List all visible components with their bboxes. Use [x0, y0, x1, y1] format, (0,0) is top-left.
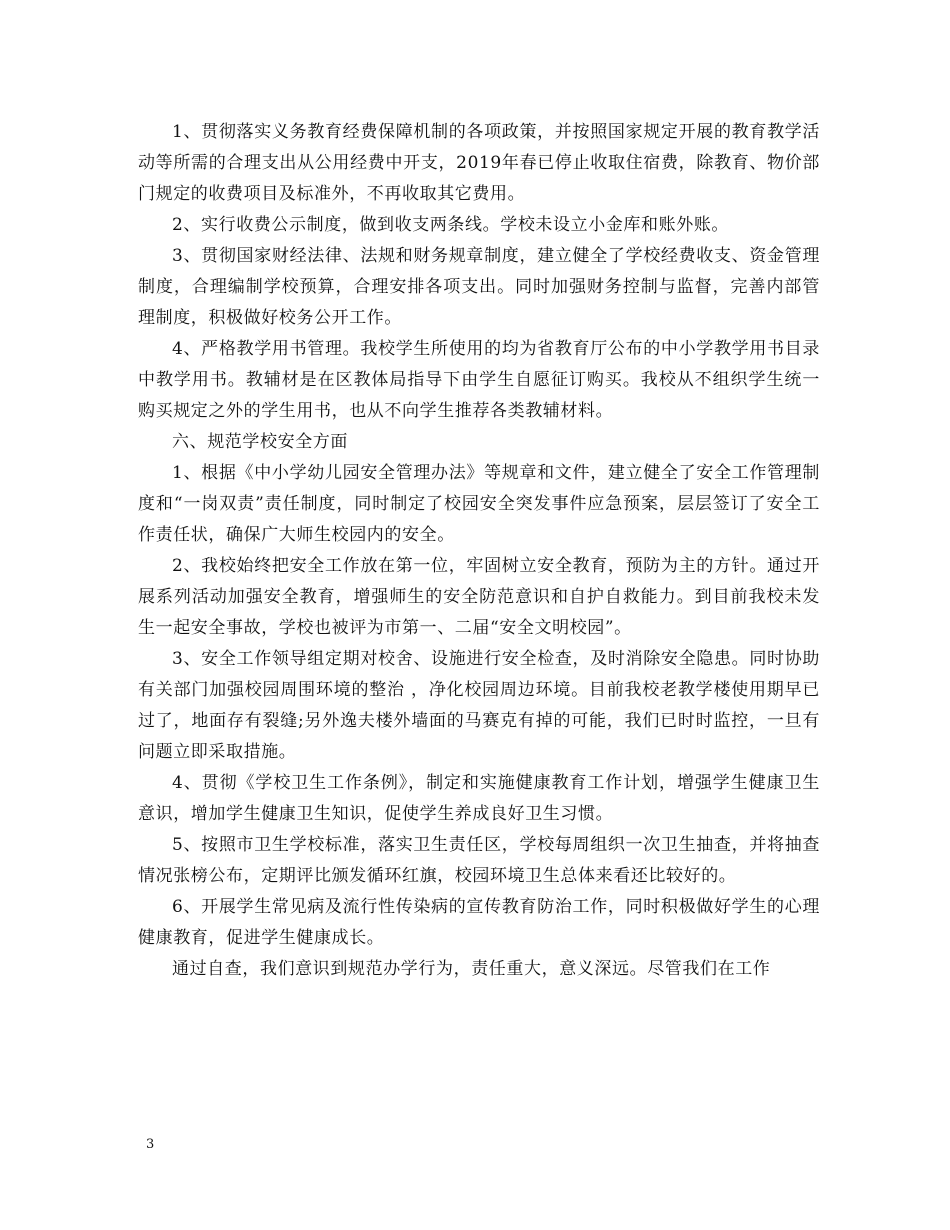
paragraph: 3、贯彻国家财经法律、法规和财务规章制度，建立健全了学校经费收支、资金管理制度，合理编制学校预算，合理安排各项支出。同时加强财务控制与监督，完善内部管理制度，积极做好校务公开工作。 [138, 246, 820, 328]
paragraph: 1、根据《中小学幼儿园安全管理办法》等规章和文件，建立健全了安全工作管理制度和“一岗双责”责任制度，同时制定了校园安全突发事件应急预案，层层签订了安全工作责任状，确保广大师生校园内的安全。 [138, 463, 820, 545]
paragraph: 6、开展学生常见病及流行性传染病的宣传教育防治工作，同时积极做好学生的心理健康教育，促进学生健康成长。 [138, 897, 820, 948]
paragraph: 1、贯彻落实义务教育经费保障机制的各项政策，并按照国家规定开展的教育教学活动等所需的合理支出从公用经费中开支，2019年春已停止收取住宿费，除教育、物价部门规定的收费项目及标准外，不再收取其它费用。 [138, 122, 820, 204]
paragraph: 5、按照市卫生学校标准，落实卫生责任区，学校每周组织一次卫生抽查，并将抽查情况张榜公布，定期评比颁发循环红旗，校园环境卫生总体来看还比较好的。 [138, 835, 820, 886]
paragraph: 4、严格教学用书管理。我校学生所使用的均为省教育厅公布的中小学教学用书目录中教学用书。教辅材是在区教体局指导下由学生自愿征订购买。我校从不组织学生统一购买规定之外的学生用书，也从不向学生推荐各类教辅材料。 [138, 339, 820, 421]
paragraph: 通过自查，我们意识到规范办学行为，责任重大，意义深远。尽管我们在工作 [172, 959, 771, 979]
document-body [138, 117, 820, 985]
section-heading: 六、规范学校安全方面 [172, 432, 348, 452]
paragraph: 3、安全工作领导组定期对校舍、设施进行安全检查，及时消除安全隐患。同时协助有关部门加强校园周围环境的整治 ，净化校园周边环境。目前我校老教学楼使用期早已过了，地面存有裂缝;另外逸夫楼外墙面的马赛克有掉的可能，我们已时时监控，一旦有问题立即采取措施。 [138, 649, 820, 762]
paragraph: 4、贯彻《学校卫生工作条例》，制定和实施健康教育工作计划，增强学生健康卫生意识，增加学生健康卫生知识，促使学生养成良好卫生习惯。 [138, 773, 820, 824]
page-number: 3 [146, 1137, 155, 1152]
paragraph: 2、我校始终把安全工作放在第一位，牢固树立安全教育，预防为主的方针。通过开展系列活动加强安全教育，增强师生的安全防范意识和自护自救能力。到目前我校未发生一起安全事故，学校也被评为市第一、二届“安全文明校园”。 [138, 556, 820, 638]
paragraph: 2、实行收费公示制度，做到收支两条线。学校未设立小金库和账外账。 [172, 215, 730, 235]
